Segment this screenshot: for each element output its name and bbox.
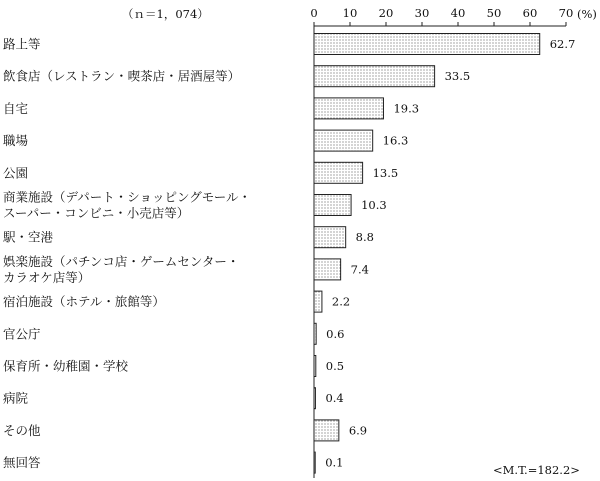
bar [314,420,339,441]
category-label: 商業施設（デパート・ショッピングモール・ [3,189,252,205]
category-label: 娯楽施設（パチンコ店・ゲームセンター・ [3,253,240,269]
category-label: 自宅 [3,100,29,116]
category-label: 職場 [3,133,29,149]
bar [314,227,346,248]
value-label: 33.5 [444,69,471,84]
unit-label: (%) [577,7,597,21]
bars [314,34,540,474]
bar [314,98,383,119]
axes [314,26,566,478]
value-label: 6.9 [348,423,368,438]
bar [314,66,435,87]
x-tick-label: 50 [486,6,502,20]
x-tick-label: 70 [558,6,574,20]
x-tick-label: 30 [414,6,430,20]
category-label: 無回答 [3,455,41,471]
value-label: 0.4 [325,391,344,406]
category-label: カラオケ店等） [3,269,91,285]
category-label: 駅・空港 [3,229,54,245]
category-label: 公園 [3,165,29,181]
value-label: 62.7 [549,37,576,51]
value-label: 0.1 [325,455,344,470]
bar [314,162,363,183]
sample-size-label: （ｎ＝1，074） [122,7,209,21]
category-label: 保育所・幼稚園・学校 [3,358,129,374]
bar [314,388,315,409]
value-label: 16.3 [382,133,409,148]
category-label: スーパー・コンビニ・小売店等） [3,205,190,221]
bar [314,356,316,377]
bar [314,323,316,344]
x-tick-label: 60 [522,6,538,20]
bar [314,259,341,280]
mt-note: <M.T.=182.2> [493,463,580,477]
category-label: 飲食店（レストラン・喫茶店・居酒屋等） [3,68,241,84]
bar [314,291,322,312]
category-label: 病院 [3,390,29,406]
value-label: 0.6 [326,326,345,341]
value-label: 8.8 [355,230,374,245]
category-label: その他 [3,422,41,438]
category-labels [2,37,251,471]
bar [314,452,315,473]
bar [314,195,351,216]
x-axis-ticks [310,6,573,26]
value-label: 0.5 [325,359,345,373]
value-label: 19.3 [393,101,420,116]
category-label: 宿泊施設（ホテル・旅館等） [3,294,165,310]
bar [314,34,540,55]
value-label: 10.3 [361,198,387,212]
x-tick-label: 40 [450,6,466,20]
value-label: 2.2 [331,294,351,309]
value-label: 7.4 [350,262,369,277]
category-label: 官公庁 [3,326,41,342]
bar [314,130,373,151]
x-tick-label: 20 [378,6,394,20]
x-tick-label: 10 [342,6,358,20]
x-tick-label: 0 [310,6,318,20]
category-label: 路上等 [3,36,41,52]
value-label: 13.5 [372,165,399,180]
